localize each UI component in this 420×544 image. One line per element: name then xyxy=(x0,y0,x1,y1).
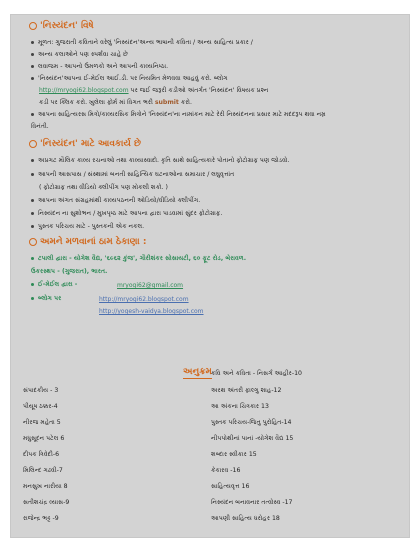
bullet-icon xyxy=(31,297,34,300)
section-welcome-title-text: 'નિસ્યંદન' માટે આવકાર્ય છે xyxy=(40,139,141,149)
toc-right-4: પુસ્તક પરિચય-જિતુ પુરોહિત-14 xyxy=(211,419,292,426)
toc-left-9: રાજેન્દ્ર ભટ્ટ -9 xyxy=(23,515,59,522)
section-contact-title xyxy=(29,237,146,247)
contact-blog-row xyxy=(31,295,61,303)
about-line-3 xyxy=(31,63,168,71)
about-line-2-text: અન્ય કલાઓને પણ સ્પર્શવા ચાહે છે xyxy=(38,51,128,58)
about-line-8-text: વિનંતી. xyxy=(31,123,49,130)
toc-right-7: કેકારવ -16 xyxy=(211,467,241,474)
toc-left-1: સંપાદકીય - 3 xyxy=(23,387,59,394)
welcome-line-4-text: આપના અંગત સંગ્રહમાંથી કાવ્યપઠનની ઓડિયો/વીડિયો ક્લીપીંગ. xyxy=(38,197,201,204)
about-line-2 xyxy=(31,51,128,59)
toc-left-2: પીયૂષ ઠક્કર-4 xyxy=(23,403,58,410)
about-line-8 xyxy=(31,123,49,131)
bullet-icon xyxy=(31,173,34,176)
welcome-line-3-text: ( ફોટોગ્રાફ તથા વીડિયો ક્લીપીંગ પણ મોકલી શકો. ) xyxy=(39,184,168,191)
about-line-1-text: મૂળત: ગુજરાતી કવિતાને વરેલું 'નિસ્યંદન'અન્ય ભાષાની કવિતા / અન્ય સાહિત્ય પ્રકાર / xyxy=(38,39,253,46)
toc-right-2: અરથ અંતરી ફાલ્ગુ શાહ-12 xyxy=(211,387,282,394)
toc-right-3: આ અંકના ચિત્રકાર 13 xyxy=(211,403,269,410)
toc-left-7: મનસુખ નારીયા 8 xyxy=(23,483,68,490)
section-about-title-text: 'નિસ્યંદન' વિષે xyxy=(40,21,94,31)
welcome-line-5-text: નિસ્યંદન ના સુશોભન / મુખપૃષ્ઠ માટે આપના દ્વારા પાડવામાં સુંદર ફોટોગ્રાફ. xyxy=(38,210,223,217)
contact-blog-link-2[interactable]: http://yogesh-vaidya.blogspot.com xyxy=(99,308,204,315)
toc-right-6: શબ્દાર સ્વીકાર 15 xyxy=(211,451,257,458)
about-line-6b-text: કરો. xyxy=(180,99,192,106)
welcome-line-1-text: અપ્રગટ મૌલિક કાવ્ય રચનાઓ તથા કાવ્યાસ્વાદો. કૃતિ સાથે સાહિત્યકારે પોતાનો ફોટોગ્રાફ પણ જોડવો. xyxy=(38,157,290,164)
toc-right-10: આપણી સાહિત્ય ધરોહર 18 xyxy=(211,515,280,522)
about-line-7 xyxy=(31,111,326,119)
welcome-line-4 xyxy=(31,197,200,205)
ring-icon xyxy=(29,238,37,246)
bullet-icon xyxy=(31,257,34,260)
bullet-icon xyxy=(31,41,34,44)
welcome-line-5 xyxy=(31,210,222,218)
toc-title: અનુક્રમ xyxy=(183,367,212,377)
welcome-line-6 xyxy=(31,223,144,231)
section-contact-title-text: અમને મળવાનાં ઠામ ઠેકાણા : xyxy=(40,237,147,247)
welcome-line-3 xyxy=(39,184,168,192)
ring-icon xyxy=(29,140,37,148)
bullet-icon xyxy=(31,159,34,162)
bullet-icon xyxy=(31,225,34,228)
about-line-5-text: પર જઈ જરૂરી કડીઓ અંતર્ગત 'નિસ્યંદન' વિષયક પ્રશ્ન xyxy=(130,87,269,94)
toc-right-1: કવિ અને કવિતા - નિસર્ગ આહીર-10 xyxy=(211,370,302,377)
welcome-line-1 xyxy=(31,157,289,165)
about-line-4-text: 'નિસ્યંદન'આપના ઈ-મેઈલ આઈ.ડી. પર નિયમિત મેળવવા આહવું કરો. બ્લોગ xyxy=(38,75,228,82)
contact-blog-label: બ્લોગ પર xyxy=(38,295,62,302)
contact-blog-link-1[interactable]: http://mryogi62.blogspot.com xyxy=(99,296,189,303)
bullet-icon xyxy=(31,212,34,215)
welcome-line-2-text: આપની આસપાસ / સંસ્થામાં બનતી સાહિત્યિક ઘટનાઓના સમાચાર / લઘુવૃત્તાંત xyxy=(38,171,235,178)
about-line-4 xyxy=(31,75,228,83)
about-line-5 xyxy=(39,87,268,95)
toc-right-8: સાહિત્યવૃત્ત 16 xyxy=(211,483,250,490)
ring-icon xyxy=(29,22,37,30)
about-line-7-text: આપના સાહિત્યરસ મિત્રો/કાવ્યરસિક મિત્રોને 'નિસ્યંદન'ના નામાંકન માટે રેરી નિસ્યંદનના પ્રસાર માટે મદદરૂપ થવા નમ્ર xyxy=(38,111,326,118)
contact-email-label: ઈ-મેઈલ દ્વારા - xyxy=(38,281,78,288)
toc-left-5: દીપક ત્રિવેદી-6 xyxy=(23,451,60,458)
toc-right-9: નિસ્યંદન બનાવનાર તત્વોસ્વ -17 xyxy=(211,499,293,506)
welcome-line-2 xyxy=(31,171,234,179)
info-box xyxy=(25,21,399,349)
bullet-icon xyxy=(31,53,34,56)
about-line-1 xyxy=(31,39,253,47)
bullet-icon xyxy=(31,199,34,202)
contact-address-1 xyxy=(31,255,246,263)
contact-address-2-text: ઉકરસ્થપ - (ગુજરાત), ભારત. xyxy=(31,268,108,275)
toc-left-6: મિલિન્દ ગઢવી-7 xyxy=(23,467,63,474)
about-line-6 xyxy=(39,99,192,107)
section-about-title xyxy=(29,21,94,31)
bullet-icon xyxy=(31,283,34,286)
contact-address-1-text: ટપાલી દ્વારા - યોગેશ વૈદ્ય, '૬૯૬૨ કુંજ', ગૌરીશંકર સોસાયટી, ૬૦ ફૂટ રોડ, બેરાવળ. xyxy=(38,255,247,262)
toc-right-5: નીપપોથીનાં પાનાં -યોગેશ વૈદ્ય 15 xyxy=(211,435,294,442)
toc-left-3: નીરજ મહેતા 5 xyxy=(23,419,61,426)
section-welcome-title xyxy=(29,139,141,149)
bullet-icon xyxy=(31,65,34,68)
about-line-3-text: લવાજમ - આપનો ઉમળકો અને આપની કાવ્યનિષ્ઠા. xyxy=(38,63,169,70)
toc-left-8: સતીશચંદ્ર વ્યાસ-9 xyxy=(23,499,70,506)
bullet-icon xyxy=(31,77,34,80)
page xyxy=(10,14,410,538)
bullet-icon xyxy=(31,113,34,116)
blog-link[interactable]: http://mryogi62.blogspot.com xyxy=(39,87,129,94)
welcome-line-6-text: પુસ્તક પરિચય માટે - પુસ્તકની એક નકલ. xyxy=(38,223,145,230)
about-line-6-text: કડી પર ક્લિક કરો. ખુલેલા ફોર્મ માં વિગત ભરી xyxy=(39,99,153,106)
submit-word: submit xyxy=(154,99,179,106)
contact-address-2 xyxy=(31,268,107,276)
contact-email-link[interactable]: mryogi62@gmail.com xyxy=(117,282,184,289)
toc-left-4: મધુસૂદન પટેલ 6 xyxy=(23,435,65,442)
contact-email-row xyxy=(31,281,77,289)
